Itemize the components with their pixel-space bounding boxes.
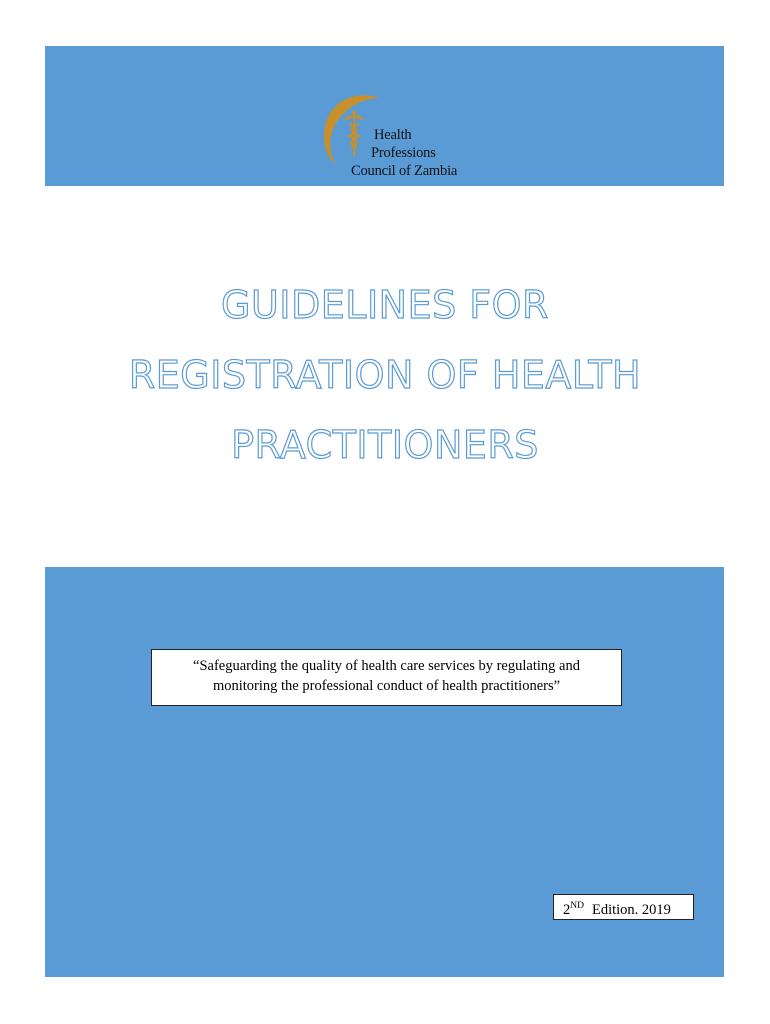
title-line-3: PRACTITIONERS	[231, 423, 539, 467]
title-line-1: GUIDELINES FOR	[221, 283, 549, 327]
edition-suffix: ND	[570, 901, 584, 911]
logo-text-health: Health	[374, 127, 412, 143]
edition-box	[553, 894, 694, 920]
document-title	[0, 270, 770, 480]
motto-line-2: monitoring the professional conduct of health practitioners”	[212, 678, 561, 694]
motto-line-1: “Safeguarding the quality of health care services by regulating and	[193, 658, 580, 674]
title-line-2: REGISTRATION OF HEALTH	[128, 353, 642, 397]
logo	[318, 90, 458, 182]
motto-box	[151, 649, 622, 706]
logo-text-council: Council of Zambia	[351, 163, 458, 179]
logo-text-professions: Professions	[371, 145, 436, 161]
edition-number: 2	[563, 902, 571, 918]
edition-text: Edition. 2019	[591, 902, 671, 918]
